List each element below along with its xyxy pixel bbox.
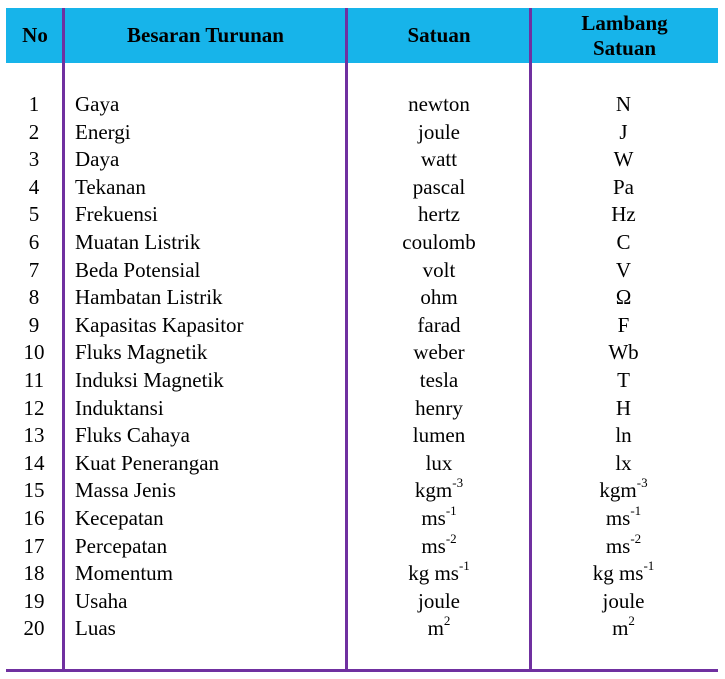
row-number-text: 13 xyxy=(23,423,45,448)
row-number xyxy=(6,505,62,533)
table-row xyxy=(6,450,718,478)
row-number-text: 5 xyxy=(28,202,40,227)
unit-symbol-text: Wb xyxy=(608,340,639,365)
row-number-text: 4 xyxy=(28,174,40,199)
quantity-name xyxy=(75,615,343,643)
unit-symbol xyxy=(533,450,714,478)
unit-name-text: watt xyxy=(420,147,458,172)
unit-symbol xyxy=(533,91,714,119)
quantity-name xyxy=(75,119,343,147)
unit-name-text: pascal xyxy=(412,174,466,199)
unit-name xyxy=(348,146,530,174)
unit-symbol xyxy=(533,312,714,340)
quantity-name xyxy=(75,229,343,257)
unit-symbol-exponent: -1 xyxy=(643,558,655,574)
table-bottom-border xyxy=(6,669,718,672)
table-row xyxy=(6,367,718,395)
row-number xyxy=(6,119,62,147)
column-divider xyxy=(62,8,65,672)
unit-symbol-text: C xyxy=(616,230,631,254)
unit-name xyxy=(348,615,530,643)
unit-name-text: farad xyxy=(417,312,461,337)
unit-name-exponent: -1 xyxy=(445,503,457,518)
quantity-name-text: Gaya xyxy=(75,92,120,116)
quantity-name xyxy=(75,477,343,505)
row-number xyxy=(6,477,62,505)
quantity-name-text: Percepatan xyxy=(75,533,168,558)
unit-symbol-text: lx xyxy=(615,450,632,475)
unit-symbol-exponent: -2 xyxy=(630,530,642,546)
table-row xyxy=(6,530,718,561)
row-number-text: 16 xyxy=(23,506,45,530)
table-row xyxy=(6,229,718,257)
row-number xyxy=(6,91,62,119)
column-divider xyxy=(345,8,348,672)
unit-symbol-text: W xyxy=(613,147,634,172)
unit-name-exponent: -1 xyxy=(458,558,470,574)
table-row xyxy=(6,422,718,450)
unit-symbol xyxy=(533,229,714,257)
unit-name xyxy=(348,530,530,561)
unit-symbol-text: kgm xyxy=(599,478,637,503)
unit-name xyxy=(348,229,530,257)
row-number-text: 12 xyxy=(23,395,45,420)
row-number xyxy=(6,450,62,478)
unit-symbol xyxy=(533,367,714,395)
unit-symbol-exponent: -1 xyxy=(630,503,642,518)
quantity-name xyxy=(75,257,343,285)
unit-name-text: weber xyxy=(413,340,465,365)
row-number xyxy=(6,257,62,285)
row-number xyxy=(6,339,62,367)
row-number-text: 17 xyxy=(23,533,45,558)
unit-symbol-text: T xyxy=(617,368,630,392)
row-number-text: 14 xyxy=(23,450,45,475)
table-row xyxy=(6,146,718,174)
table-row xyxy=(6,588,718,616)
unit-symbol-text: m xyxy=(612,616,629,641)
unit-name-text: m xyxy=(427,616,444,641)
unit-symbol-text: ms xyxy=(605,506,631,530)
row-number-text: 8 xyxy=(28,285,40,310)
unit-symbol xyxy=(533,257,714,285)
row-number xyxy=(6,284,62,312)
table-row xyxy=(6,339,718,367)
unit-name-exponent: 2 xyxy=(443,613,451,629)
unit-name-text: ms xyxy=(421,506,446,530)
quantity-name xyxy=(75,533,343,561)
table-row xyxy=(6,505,718,533)
quantity-name-text: Fluks Cahaya xyxy=(75,423,190,448)
quantity-name-text: Energi xyxy=(75,119,131,144)
column-divider xyxy=(529,8,532,672)
quantity-name xyxy=(75,422,343,450)
quantity-name-text: Kecepatan xyxy=(75,506,164,530)
unit-name xyxy=(348,257,530,285)
unit-symbol xyxy=(533,588,714,616)
quantity-name-text: Induksi Magnetik xyxy=(75,368,224,392)
quantity-name xyxy=(75,505,343,533)
row-number-text: 3 xyxy=(28,147,40,172)
header-unit-symbol-line2: Satuan xyxy=(592,35,657,60)
row-number xyxy=(6,588,62,616)
unit-name xyxy=(348,367,530,395)
quantity-name-text: Momentum xyxy=(75,561,173,586)
unit-symbol xyxy=(533,119,714,147)
table-row xyxy=(6,615,718,643)
quantity-name-text: Usaha xyxy=(75,588,128,613)
quantity-name-text: Frekuensi xyxy=(75,202,158,227)
row-number-text: 9 xyxy=(28,312,40,337)
unit-symbol-text: Hz xyxy=(611,202,636,227)
table-row xyxy=(6,395,718,423)
unit-symbol xyxy=(533,146,714,174)
row-number xyxy=(6,201,62,229)
header-unit-symbol-line1: Lambang xyxy=(581,10,668,35)
header-no: No xyxy=(22,23,48,47)
unit-name xyxy=(348,91,530,119)
unit-symbol-text: H xyxy=(615,395,632,420)
unit-symbol-text: kg ms xyxy=(592,561,644,586)
quantity-name xyxy=(75,91,343,119)
quantity-name-text: Massa Jenis xyxy=(75,478,176,503)
row-number-text: 11 xyxy=(23,368,45,392)
row-number-text: 6 xyxy=(28,230,40,254)
unit-symbol xyxy=(533,505,714,533)
row-number xyxy=(6,312,62,340)
unit-name xyxy=(348,312,530,340)
unit-name-text: henry xyxy=(415,395,463,420)
table-row xyxy=(6,284,718,312)
quantity-name xyxy=(75,395,343,423)
table-row xyxy=(6,477,718,505)
unit-name xyxy=(348,339,530,367)
quantity-name-text: Beda Potensial xyxy=(75,257,201,282)
row-number xyxy=(6,367,62,395)
quantity-name-text: Kapasitas Kapasitor xyxy=(75,312,244,337)
unit-name xyxy=(348,201,530,229)
quantity-name-text: Induktansi xyxy=(75,395,164,420)
unit-name xyxy=(348,395,530,423)
table-row xyxy=(6,91,718,119)
unit-name-text: kg ms xyxy=(408,561,459,586)
row-number-text: 19 xyxy=(23,588,45,613)
row-number xyxy=(6,615,62,643)
unit-name xyxy=(348,588,530,616)
quantity-name-text: Luas xyxy=(75,616,116,641)
table-row xyxy=(6,174,718,202)
unit-name-text: tesla xyxy=(419,368,459,392)
table-row xyxy=(6,312,718,340)
quantity-name-text: Tekanan xyxy=(75,174,146,199)
row-number xyxy=(6,229,62,257)
quantity-name xyxy=(75,312,343,340)
unit-name-exponent: -2 xyxy=(445,530,457,546)
unit-name xyxy=(348,119,530,147)
row-number xyxy=(6,533,62,561)
unit-name-text: joule xyxy=(418,588,460,613)
table-row xyxy=(6,201,718,229)
unit-symbol-text: Pa xyxy=(613,174,634,199)
unit-symbol xyxy=(533,174,714,202)
quantity-name-text: Hambatan Listrik xyxy=(75,285,223,310)
unit-name-text: ms xyxy=(421,533,446,558)
unit-symbol-exponent: 2 xyxy=(628,613,635,629)
quantity-name-text: Kuat Penerangan xyxy=(75,450,220,475)
row-number-text: 2 xyxy=(28,119,40,144)
table-row xyxy=(6,257,718,285)
quantity-name xyxy=(75,174,343,202)
quantity-name-text: Fluks Magnetik xyxy=(75,340,208,365)
quantity-name xyxy=(75,146,343,174)
unit-name-text: newton xyxy=(408,92,470,116)
table-row xyxy=(6,119,718,147)
quantity-name xyxy=(75,367,343,395)
unit-symbol-text: joule xyxy=(602,588,645,613)
row-number-text: 18 xyxy=(23,561,45,586)
unit-name xyxy=(348,422,530,450)
unit-name-text: kgm xyxy=(414,478,453,503)
quantity-name-text: Daya xyxy=(75,147,120,172)
unit-name-text: coulomb xyxy=(402,230,476,254)
unit-name-text: hertz xyxy=(418,202,460,227)
row-number-text: 7 xyxy=(28,257,40,282)
row-number-text: 10 xyxy=(23,340,45,365)
quantity-name-text: Muatan Listrik xyxy=(75,230,201,254)
quantity-name xyxy=(75,560,343,588)
unit-symbol-text: Ω xyxy=(615,285,632,310)
unit-name-text: joule xyxy=(418,119,460,144)
row-number xyxy=(6,422,62,450)
row-number-text: 15 xyxy=(23,478,45,503)
unit-symbol-text: V xyxy=(615,257,632,282)
unit-symbol-text: N xyxy=(615,92,632,116)
unit-name xyxy=(348,477,530,505)
unit-name xyxy=(348,450,530,478)
quantity-name xyxy=(75,339,343,367)
unit-symbol xyxy=(533,284,714,312)
quantity-name xyxy=(75,450,343,478)
row-number-text: 20 xyxy=(23,616,45,641)
unit-name-exponent: -3 xyxy=(452,475,464,491)
unit-symbol-text: ms xyxy=(605,533,631,558)
unit-symbol xyxy=(533,201,714,229)
quantity-name xyxy=(75,201,343,229)
unit-name xyxy=(348,560,530,588)
row-number xyxy=(6,146,62,174)
unit-symbol-text: ln xyxy=(615,423,632,448)
unit-symbol-text: F xyxy=(617,312,630,337)
unit-symbol-text: J xyxy=(619,119,628,144)
unit-name-text: volt xyxy=(422,257,456,282)
row-number-text: 1 xyxy=(28,92,40,116)
unit-symbol xyxy=(533,560,714,588)
row-number xyxy=(6,560,62,588)
unit-name-text: ohm xyxy=(420,285,458,310)
row-number xyxy=(6,174,62,202)
unit-name xyxy=(348,174,530,202)
table-header xyxy=(6,8,718,63)
unit-symbol xyxy=(533,395,714,423)
header-derived-quantity: Besaran Turunan xyxy=(127,23,284,47)
unit-symbol xyxy=(533,339,714,367)
unit-name-text: lumen xyxy=(412,423,466,448)
table-row xyxy=(6,560,718,588)
unit-name xyxy=(348,284,530,312)
quantity-name xyxy=(75,284,343,312)
unit-symbol xyxy=(533,422,714,450)
unit-symbol xyxy=(533,530,714,561)
derived-quantities-table xyxy=(6,8,718,672)
unit-symbol xyxy=(533,477,714,505)
unit-symbol-exponent: -3 xyxy=(636,475,648,491)
unit-name xyxy=(348,505,530,533)
header-unit-symbol xyxy=(531,8,718,63)
header-unit: Satuan xyxy=(407,23,471,47)
quantity-name xyxy=(75,588,343,616)
unit-symbol xyxy=(533,615,714,643)
unit-name-text: lux xyxy=(425,450,453,475)
row-number xyxy=(6,395,62,423)
